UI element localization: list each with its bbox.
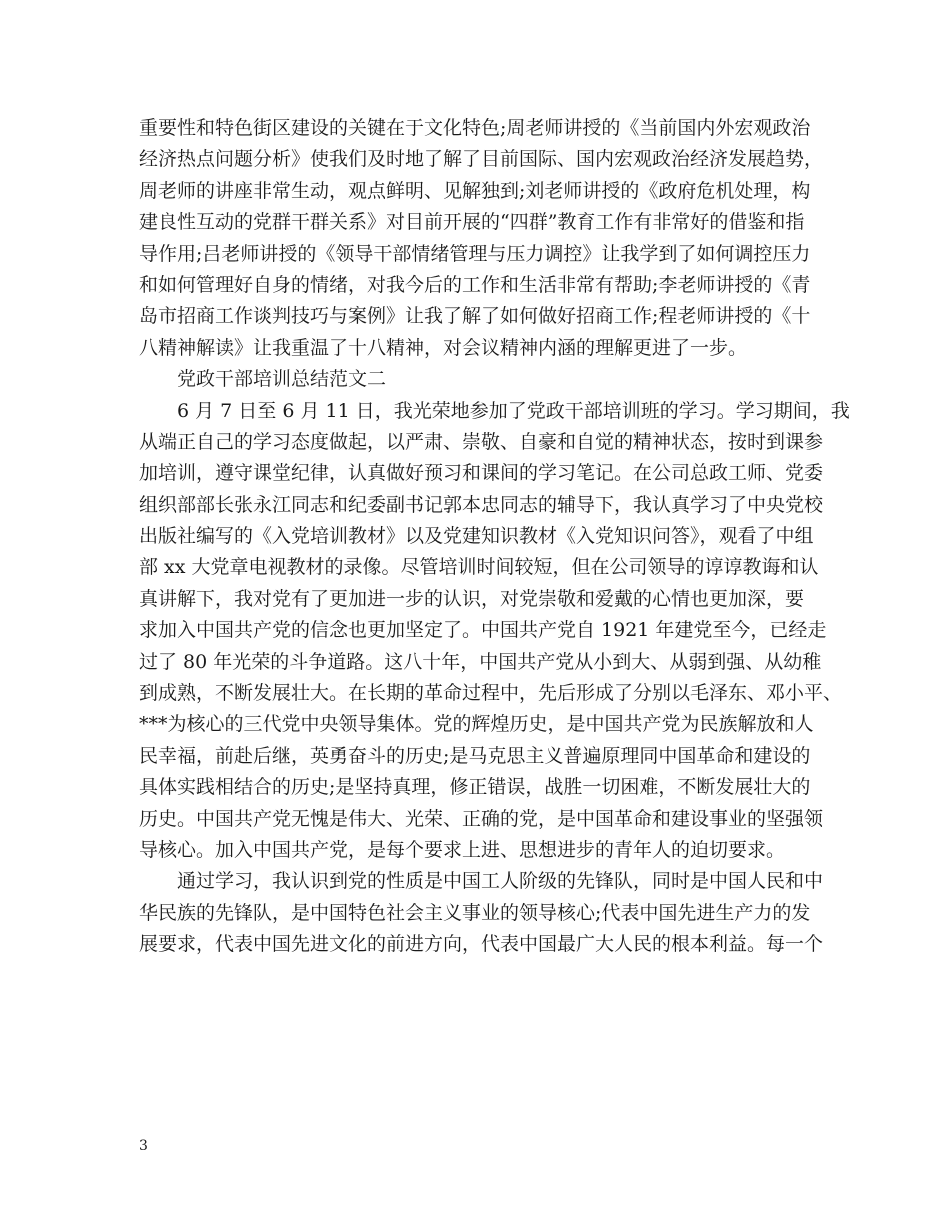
text-line: 出版社编写的《入党培训教材》以及党建知识教材《入党知识问答》，观看了中组 (139, 525, 814, 548)
text-line: 岛市招商工作谈判技巧与案例》让我了解了如何做好招商工作;程老师讲授的《十 (139, 305, 811, 328)
text-line: 真讲解下，我对党有了更加进一步的认识，对党崇敬和爱戴的心情也更加深，要 (139, 587, 805, 610)
text-line: 到成熟，不断发展壮大。在长期的革命过程中，先后形成了分别以毛泽东、邓小平、 (139, 682, 843, 705)
text-line: 通过学习，我认识到党的性质是中国工人阶级的先锋队，同时是中国人民和中 (177, 870, 824, 893)
paragraph-continued (139, 113, 824, 364)
text-line: 历史。中国共产党无愧是伟大、光荣、正确的党，是中国革命和建设事业的坚强领 (139, 807, 824, 830)
text-line: 求加入中国共产党的信念也更加坚定了。中国共产党自 1921 年建党至今，已经走 (139, 619, 827, 642)
text-line: 具体实践相结合的历史;是坚持真理，修正错误，战胜一切困难，不断发展壮大的 (139, 776, 811, 799)
text-line: 周老师的讲座非常生动，观点鲜明、见解独到;刘老师讲授的《政府危机处理，构 (139, 179, 811, 202)
paragraph-2 (139, 396, 850, 867)
paragraph-3 (139, 866, 824, 960)
text-line: 民幸福，前赴后继，英勇奋斗的历史;是马克思主义普遍原理同中国革命和建设的 (139, 744, 811, 767)
page-number: 3 (139, 1138, 148, 1154)
text-line: 导核心。加入中国共产党，是每个要求上进、思想进步的青年人的迫切要求。 (139, 838, 786, 861)
text-line: 建良性互动的党群干群关系》对目前开展的“四群”教育工作有非常好的借鉴和指 (139, 211, 805, 234)
text-line: 重要性和特色街区建设的关键在于文化特色;周老师讲授的《当前国内外宏观政治 (139, 117, 811, 139)
section-heading-block (139, 364, 819, 395)
text-line: 6 月 7 日至 6 月 11 日，我光荣地参加了党政干部培训班的学习。学习期间，我 (177, 399, 850, 422)
text-line: 经济热点问题分析》使我们及时地了解了目前国际、国内宏观政治经济发展趋势， (139, 148, 824, 171)
body-text (139, 113, 850, 961)
text-line: 和如何管理好自身的情绪，对我今后的工作和生活非常有帮助;李老师讲授的《青 (139, 273, 811, 296)
text-line: 部 xx 大党章电视教材的录像。尽管培训时间较短，但在公司领导的谆谆教诲和认 (139, 556, 819, 579)
text-line: 过了 80 年光荣的斗争道路。这八十年，中国共产党从小到大、从弱到强、从幼稚 (139, 650, 822, 673)
text-line: 组织部部长张永江同志和纪委副书记郭本忠同志的辅导下，我认真学习了中央党校 (139, 493, 824, 516)
text-line: 导作用;吕老师讲授的《领导干部情绪管理与压力调控》让我学到了如何调控压力 (139, 242, 811, 265)
text-line: 展要求，代表中国先进文化的前进方向，代表中国最广大人民的根本利益。每一个 (139, 933, 824, 956)
text-line: 八精神解读》让我重温了十八精神，对会议精神内涵的理解更进了一步。 (139, 336, 748, 359)
section-heading: 党政干部培训总结范文二 (177, 368, 387, 391)
text-line: 加培训，遵守课堂纪律，认真做好预习和课间的学习笔记。在公司总政工师、党委 (139, 462, 824, 485)
text-line: ***为核心的三代党中央领导集体。党的辉煌历史，是中国共产党为民族解放和人 (139, 713, 814, 736)
text-line: 华民族的先锋队，是中国特色社会主义事业的领导核心;代表中国先进生产力的发 (139, 901, 811, 924)
text-line: 从端正自己的学习态度做起，以严肃、崇敬、自豪和自觉的精神状态，按时到课参 (139, 430, 824, 453)
